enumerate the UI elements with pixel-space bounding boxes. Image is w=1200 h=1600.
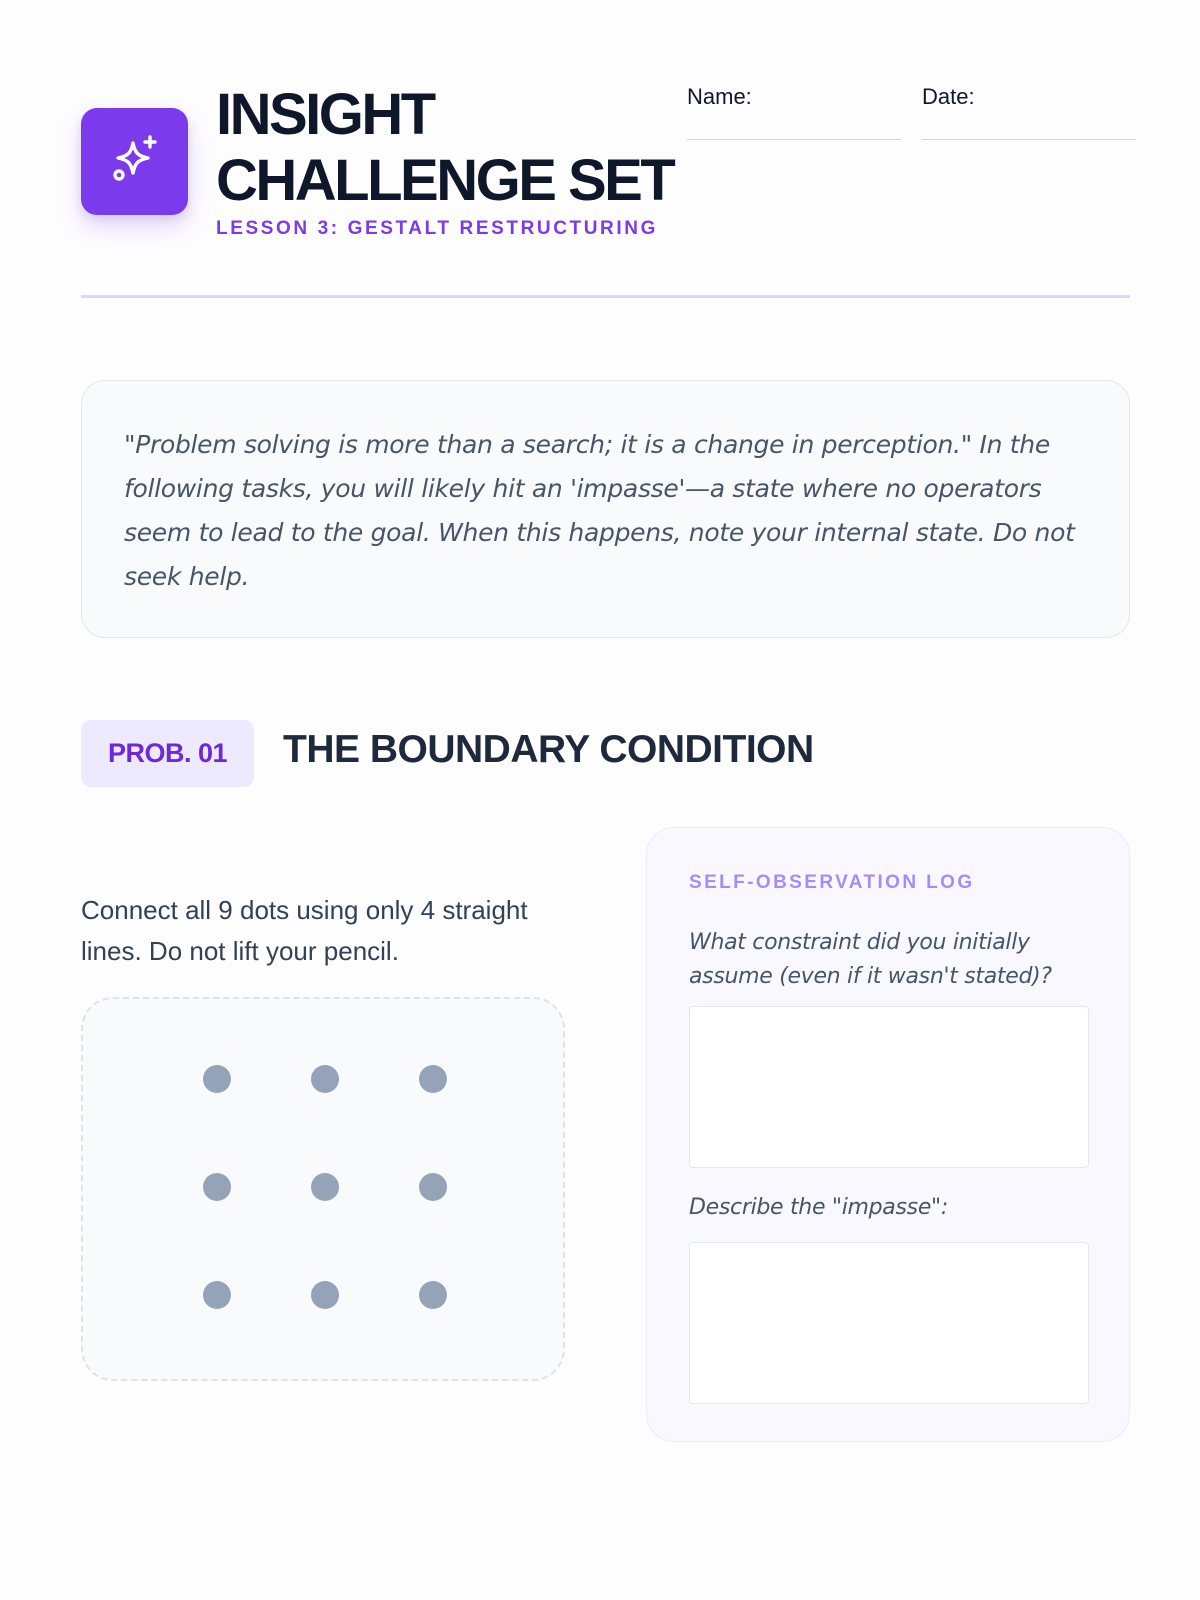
question-1: What constraint did you initially assume (even if it wasn't stated)?	[689, 930, 1052, 989]
grid-dot[interactable]	[419, 1065, 447, 1093]
grid-dot[interactable]	[311, 1281, 339, 1309]
date-label: Date:	[922, 84, 975, 109]
grid-dot[interactable]	[311, 1065, 339, 1093]
intro-quote-box	[81, 380, 1130, 638]
grid-dot[interactable]	[311, 1173, 339, 1201]
title-line-2: CHALLENGE SET	[216, 148, 674, 213]
logo	[81, 108, 188, 215]
problem-title: THE BOUNDARY CONDITION	[283, 728, 814, 771]
date-field[interactable]	[922, 84, 1136, 140]
page-title	[216, 82, 696, 214]
grid-dot[interactable]	[203, 1281, 231, 1309]
name-field[interactable]	[687, 84, 901, 140]
lesson-subtitle: LESSON 3: GESTALT RESTRUCTURING	[216, 218, 658, 239]
problem-badge: PROB. 01	[81, 720, 254, 787]
grid-dot[interactable]	[203, 1173, 231, 1201]
header-divider	[81, 295, 1130, 298]
question-2: Describe the "impasse":	[689, 1195, 948, 1220]
sparkles-icon	[107, 131, 163, 192]
grid-dot[interactable]	[419, 1173, 447, 1201]
title-line-1: INSIGHT	[216, 82, 434, 147]
grid-dot[interactable]	[203, 1065, 231, 1093]
log-heading: SELF-OBSERVATION LOG	[689, 872, 975, 893]
self-observation-log	[646, 827, 1130, 1442]
nine-dot-workspace[interactable]	[81, 997, 565, 1381]
intro-text: "Problem solving is more than a search; it is a change in perception." In the following tasks, you will likely hit an 'impasse'—a state where no operators seem to lead to the goal. When this happens, note your internal state. Do not seek help.	[124, 430, 1075, 591]
grid-dot[interactable]	[419, 1281, 447, 1309]
name-label: Name:	[687, 84, 752, 109]
answer-box-2[interactable]	[689, 1242, 1089, 1404]
answer-box-1[interactable]	[689, 1006, 1089, 1168]
problem-instructions: Connect all 9 dots using only 4 straight lines. Do not lift your pencil.	[81, 895, 528, 966]
